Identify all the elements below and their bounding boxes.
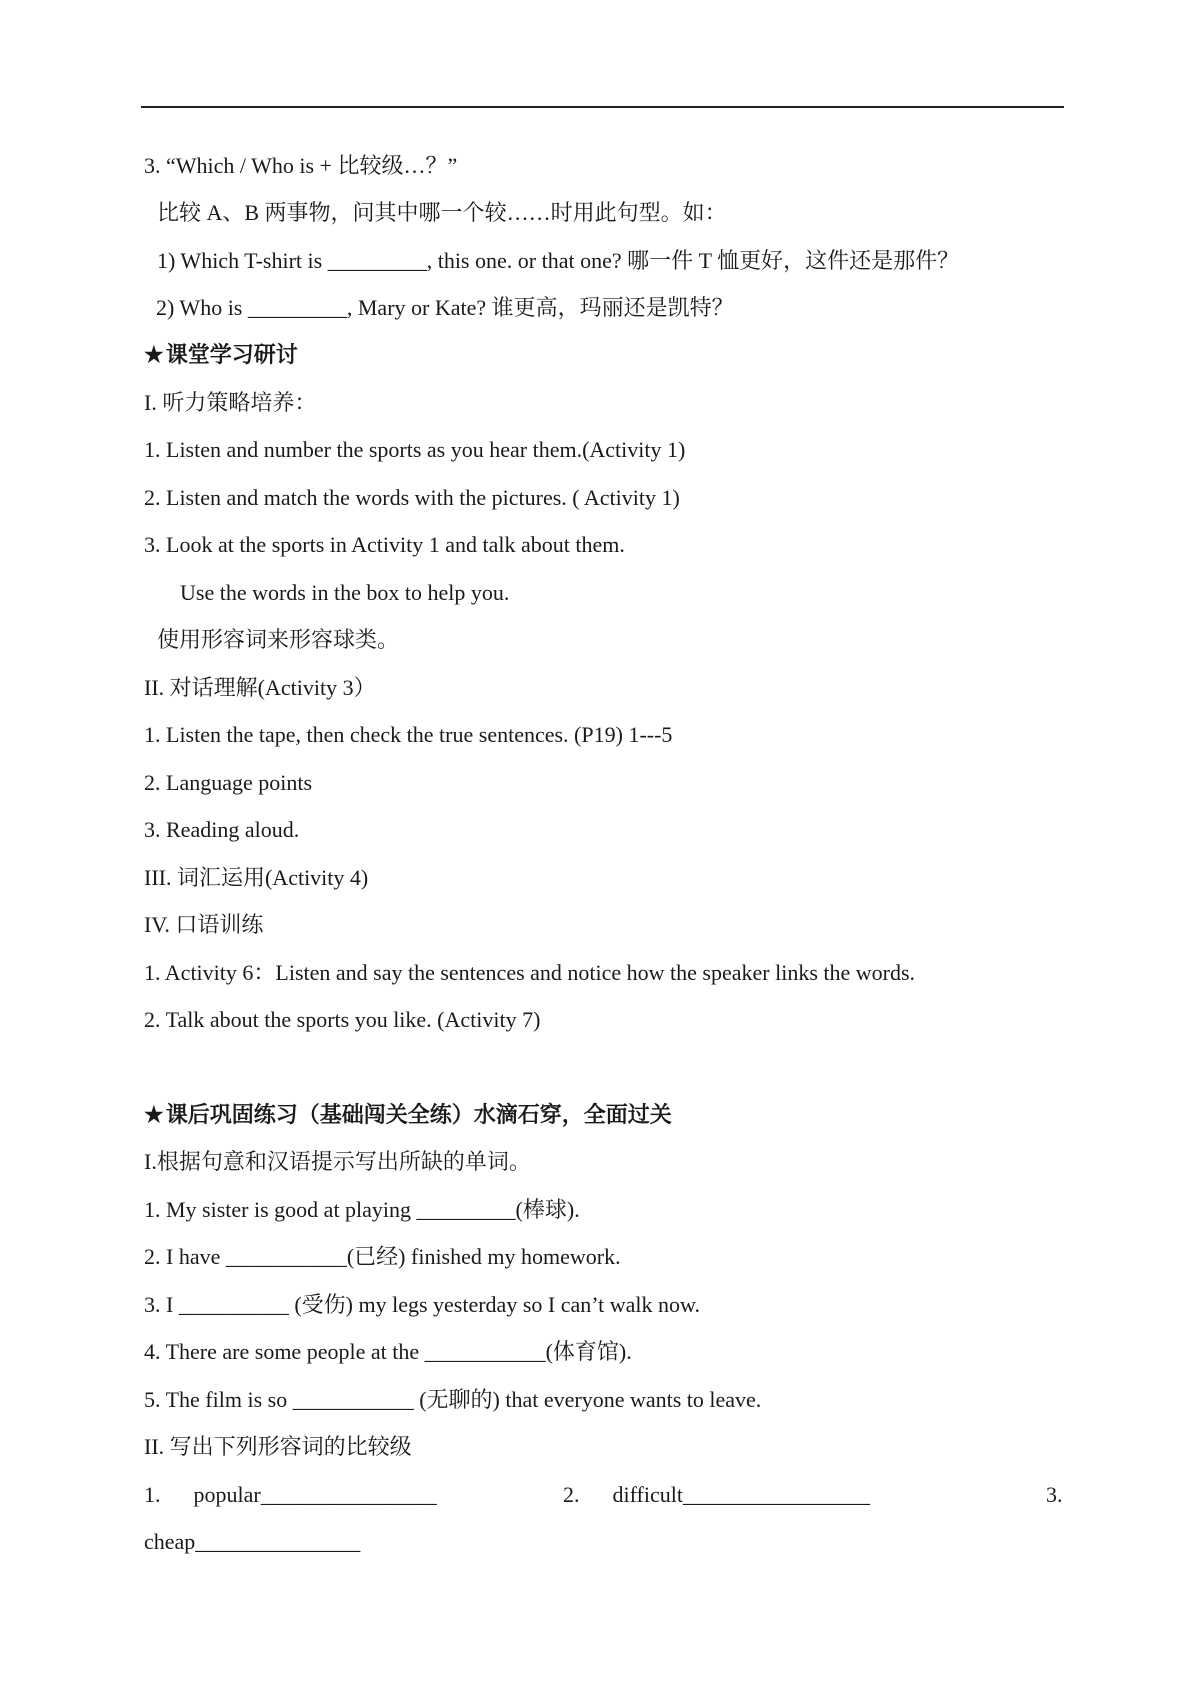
list-item: 1. Activity 6：Listen and say the sentences and notice how the speaker links the words. xyxy=(144,960,916,985)
list-item-subnote: Use the words in the box to help you. xyxy=(180,580,510,605)
exercise-item: 2. I have ___________(已经) finished my homework. xyxy=(144,1244,621,1269)
grammar-point-title: 3. “Which / Who is + 比较级…？” xyxy=(144,153,458,178)
section-title-listening: I. 听力策略培养： xyxy=(144,390,317,415)
exercise-part-2-title: II. 写出下列形容词的比较级 xyxy=(144,1434,412,1459)
exercise-item: 1. My sister is good at playing _________(棒球). xyxy=(144,1197,580,1222)
star-icon: ★ xyxy=(144,342,164,367)
classroom-heading-text: 课堂学习研讨 xyxy=(165,342,298,367)
list-item: 1. Listen and number the sports as you hear them.(Activity 1) xyxy=(144,437,686,462)
list-item: 1. Listen the tape, then check the true sentences. (P19) 1---5 xyxy=(144,722,673,747)
list-item: 2. Talk about the sports you like. (Activity 7) xyxy=(144,1007,541,1032)
example-sentence-1: 1) Which T-shirt is _________, this one. or that one? 哪一件 T 恤更好，这件还是那件？ xyxy=(157,248,960,273)
comparative-item: 1. popular________________ xyxy=(144,1482,437,1507)
star-icon: ★ xyxy=(144,1102,164,1127)
header-rule xyxy=(141,106,1064,108)
example-sentence-2: 2) Who is _________, Mary or Kate? 谁更高，玛丽还是凯特？ xyxy=(156,295,734,320)
comparative-item: 2. difficult_________________ xyxy=(563,1482,870,1507)
exercise-item: 4. There are some people at the ___________(体育馆). xyxy=(144,1339,632,1364)
homework-heading xyxy=(144,1100,672,1130)
exercise-part-1-title: I.根据句意和汉语提示写出所缺的单词。 xyxy=(144,1149,531,1174)
list-item: 2. Language points xyxy=(144,770,313,795)
exercise-item: 3. I __________ (受伤) my legs yesterday so I can’t walk now. xyxy=(144,1292,701,1317)
list-item: 3. Reading aloud. xyxy=(144,817,300,842)
classroom-heading xyxy=(144,340,298,370)
list-item-note: 使用形容词来形容球类。 xyxy=(157,627,400,652)
comparative-item-number: 3. xyxy=(1046,1482,1063,1507)
list-item: 3. Look at the sports in Activity 1 and talk about them. xyxy=(144,532,625,557)
section-title-speaking: IV. 口语训练 xyxy=(144,912,264,937)
grammar-point-description: 比较 A、B 两事物，问其中哪一个较……时用此句型。如： xyxy=(157,200,727,225)
homework-heading-text: 课后巩固练习（基础闯关全练）水滴石穿，全面过关 xyxy=(165,1102,672,1127)
comparative-item: cheap_______________ xyxy=(144,1529,361,1554)
list-item: 2. Listen and match the words with the pictures. ( Activity 1) xyxy=(144,485,680,510)
exercise-item: 5. The film is so ___________ (无聊的) that everyone wants to leave. xyxy=(144,1387,762,1412)
section-title-dialogue: II. 对话理解(Activity 3） xyxy=(144,675,376,700)
section-title-vocabulary: III. 词汇运用(Activity 4) xyxy=(144,865,369,890)
